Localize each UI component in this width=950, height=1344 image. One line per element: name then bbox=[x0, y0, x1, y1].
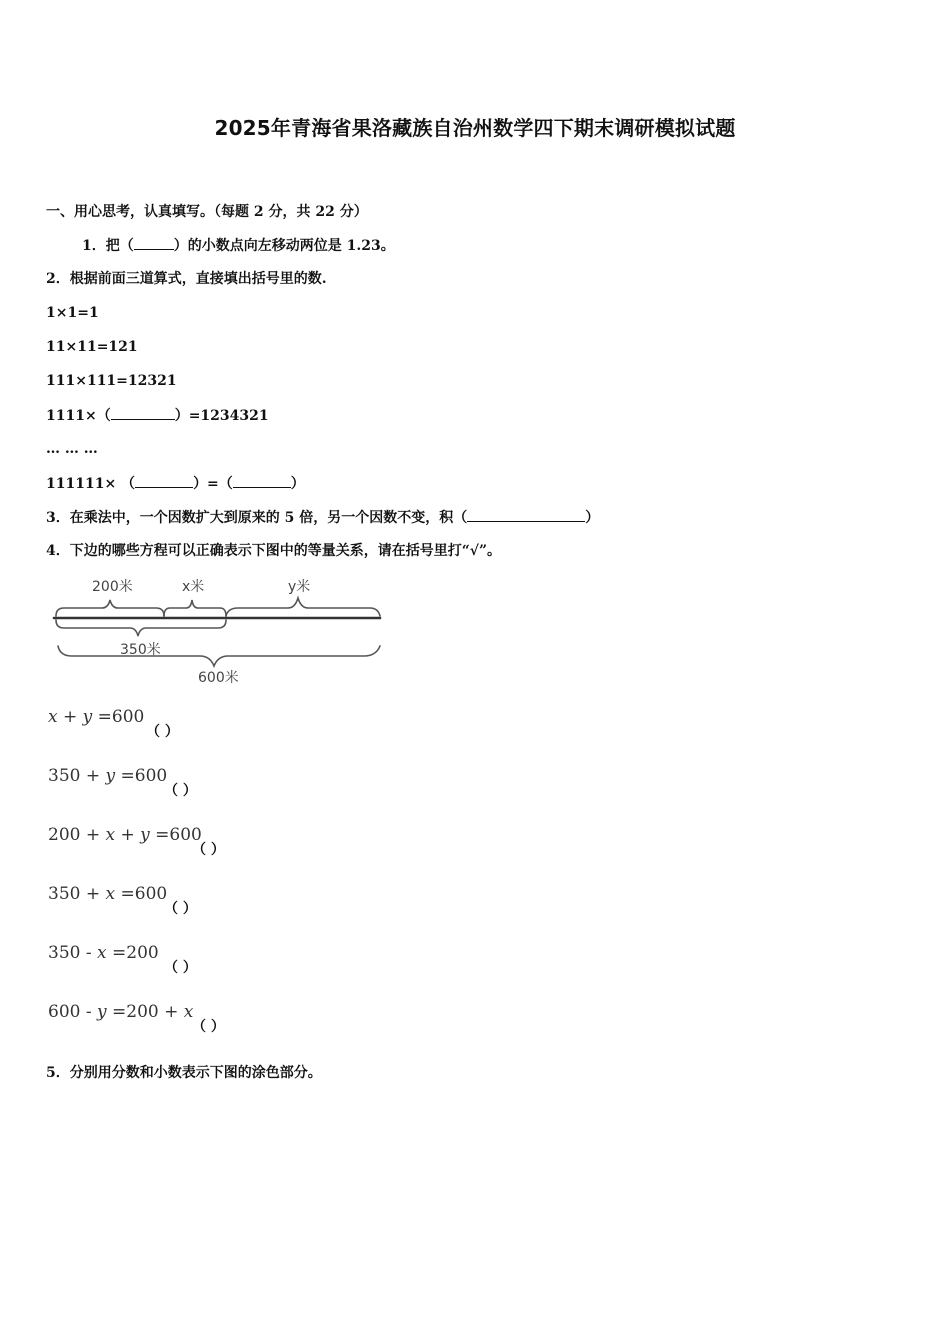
eq5-n: 350 bbox=[48, 943, 81, 963]
label-y: y米 bbox=[288, 579, 311, 595]
eq4-rest: =600 bbox=[115, 884, 168, 904]
eq5-rest: =200 bbox=[106, 943, 159, 963]
q2-line-2: 11×11=121 bbox=[46, 339, 138, 355]
q1-text-pre: 1．把（ bbox=[82, 238, 134, 254]
q1-answer-blank[interactable] bbox=[134, 236, 174, 250]
equation-3 bbox=[48, 825, 202, 845]
eq6-x: x bbox=[183, 1002, 194, 1022]
question-1 bbox=[82, 236, 395, 255]
brace-200 bbox=[56, 600, 164, 616]
label-200: 200米 bbox=[92, 579, 133, 595]
eq2-rest: =600 bbox=[115, 766, 168, 786]
eq2-n: 350 bbox=[48, 766, 81, 786]
eq3-x: x bbox=[105, 825, 116, 845]
eq3-op0: + bbox=[80, 825, 106, 845]
q2-l4-blank[interactable] bbox=[111, 406, 175, 420]
eq6-answer-paren[interactable]: （ ） bbox=[192, 1019, 225, 1035]
q2-dots-text: … … … bbox=[46, 441, 98, 457]
equation-4 bbox=[48, 884, 167, 904]
question-3 bbox=[46, 508, 599, 527]
eq6-y: y bbox=[97, 1002, 107, 1022]
eq3-n: 200 bbox=[48, 825, 81, 845]
q2-l6-post: ） bbox=[290, 476, 305, 492]
q2-l4-pre: 1111×（ bbox=[46, 408, 111, 424]
q2-l6-blank-1[interactable] bbox=[135, 474, 193, 488]
eq6-n: 600 bbox=[48, 1002, 81, 1022]
segment-diagram bbox=[50, 574, 390, 686]
eq3-answer-paren[interactable]: （ ） bbox=[192, 842, 225, 858]
brace-y bbox=[226, 598, 380, 616]
brace-x bbox=[164, 600, 226, 616]
q1-text-post: ）的小数点向左移动两位是 1.23。 bbox=[173, 238, 395, 254]
equation-5 bbox=[48, 943, 159, 963]
label-x: x米 bbox=[182, 579, 205, 595]
q2-line-3: 111×111=12321 bbox=[46, 373, 177, 389]
eq5-op: - bbox=[80, 943, 98, 963]
eq2-op: + bbox=[80, 766, 106, 786]
q2-l6-mid: ）=（ bbox=[193, 476, 233, 492]
question-2-stem: 2．根据前面三道算式，直接填出括号里的数. bbox=[46, 271, 327, 287]
brace-350 bbox=[56, 620, 226, 636]
eq1-rest: =600 bbox=[92, 707, 145, 727]
eq4-op: + bbox=[80, 884, 106, 904]
equation-6 bbox=[48, 1002, 193, 1022]
q2-l6-blank-2[interactable] bbox=[233, 474, 291, 488]
page-title: 2025年青海省果洛藏族自治州数学四下期末调研模拟试题 bbox=[214, 116, 736, 140]
question-4-stem: 4．下边的哪些方程可以正确表示下图中的等量关系，请在括号里打“√”。 bbox=[46, 543, 502, 559]
eq1-y: y bbox=[82, 707, 93, 727]
q2-line-4 bbox=[46, 406, 269, 425]
q2-line-6 bbox=[46, 474, 305, 493]
eq4-x: x bbox=[105, 884, 116, 904]
eq3-rest: =600 bbox=[149, 825, 202, 845]
eq5-answer-paren[interactable]: （ ） bbox=[164, 960, 197, 976]
eq2-y: y bbox=[105, 766, 116, 786]
q3-text-pre: 3．在乘法中，一个因数扩大到原来的 5 倍，另一个因数不变，积（ bbox=[46, 510, 468, 526]
eq5-x: x bbox=[97, 943, 107, 963]
label-350: 350米 bbox=[120, 642, 161, 658]
q2-dots bbox=[46, 440, 98, 458]
eq3-op1: + bbox=[115, 825, 141, 845]
eq3-y: y bbox=[140, 825, 150, 845]
eq2-answer-paren[interactable]: （ ） bbox=[164, 783, 197, 799]
eq1-op: + bbox=[57, 707, 83, 727]
q3-text-post: ） bbox=[585, 510, 600, 526]
question-5: 5．分别用分数和小数表示下图的涂色部分。 bbox=[46, 1065, 322, 1081]
section-heading: 一、用心思考，认真填写。（每题 2 分，共 22 分） bbox=[46, 204, 368, 220]
label-600: 600米 bbox=[198, 670, 239, 686]
q2-line-1: 1×1=1 bbox=[46, 305, 99, 321]
eq1-x: x bbox=[48, 707, 58, 727]
q3-answer-blank[interactable] bbox=[467, 508, 585, 522]
q2-l6-pre: 111111× （ bbox=[46, 476, 136, 492]
equation-1 bbox=[48, 707, 144, 727]
eq6-op: - bbox=[80, 1002, 98, 1022]
eq1-answer-paren[interactable]: （ ） bbox=[146, 724, 179, 740]
brace-600 bbox=[58, 646, 380, 666]
eq4-answer-paren[interactable]: （ ） bbox=[164, 901, 197, 917]
eq4-n: 350 bbox=[48, 884, 81, 904]
eq6-rest: =200 + bbox=[106, 1002, 184, 1022]
q2-l4-post: ）=1234321 bbox=[174, 408, 269, 424]
equation-2 bbox=[48, 766, 167, 786]
